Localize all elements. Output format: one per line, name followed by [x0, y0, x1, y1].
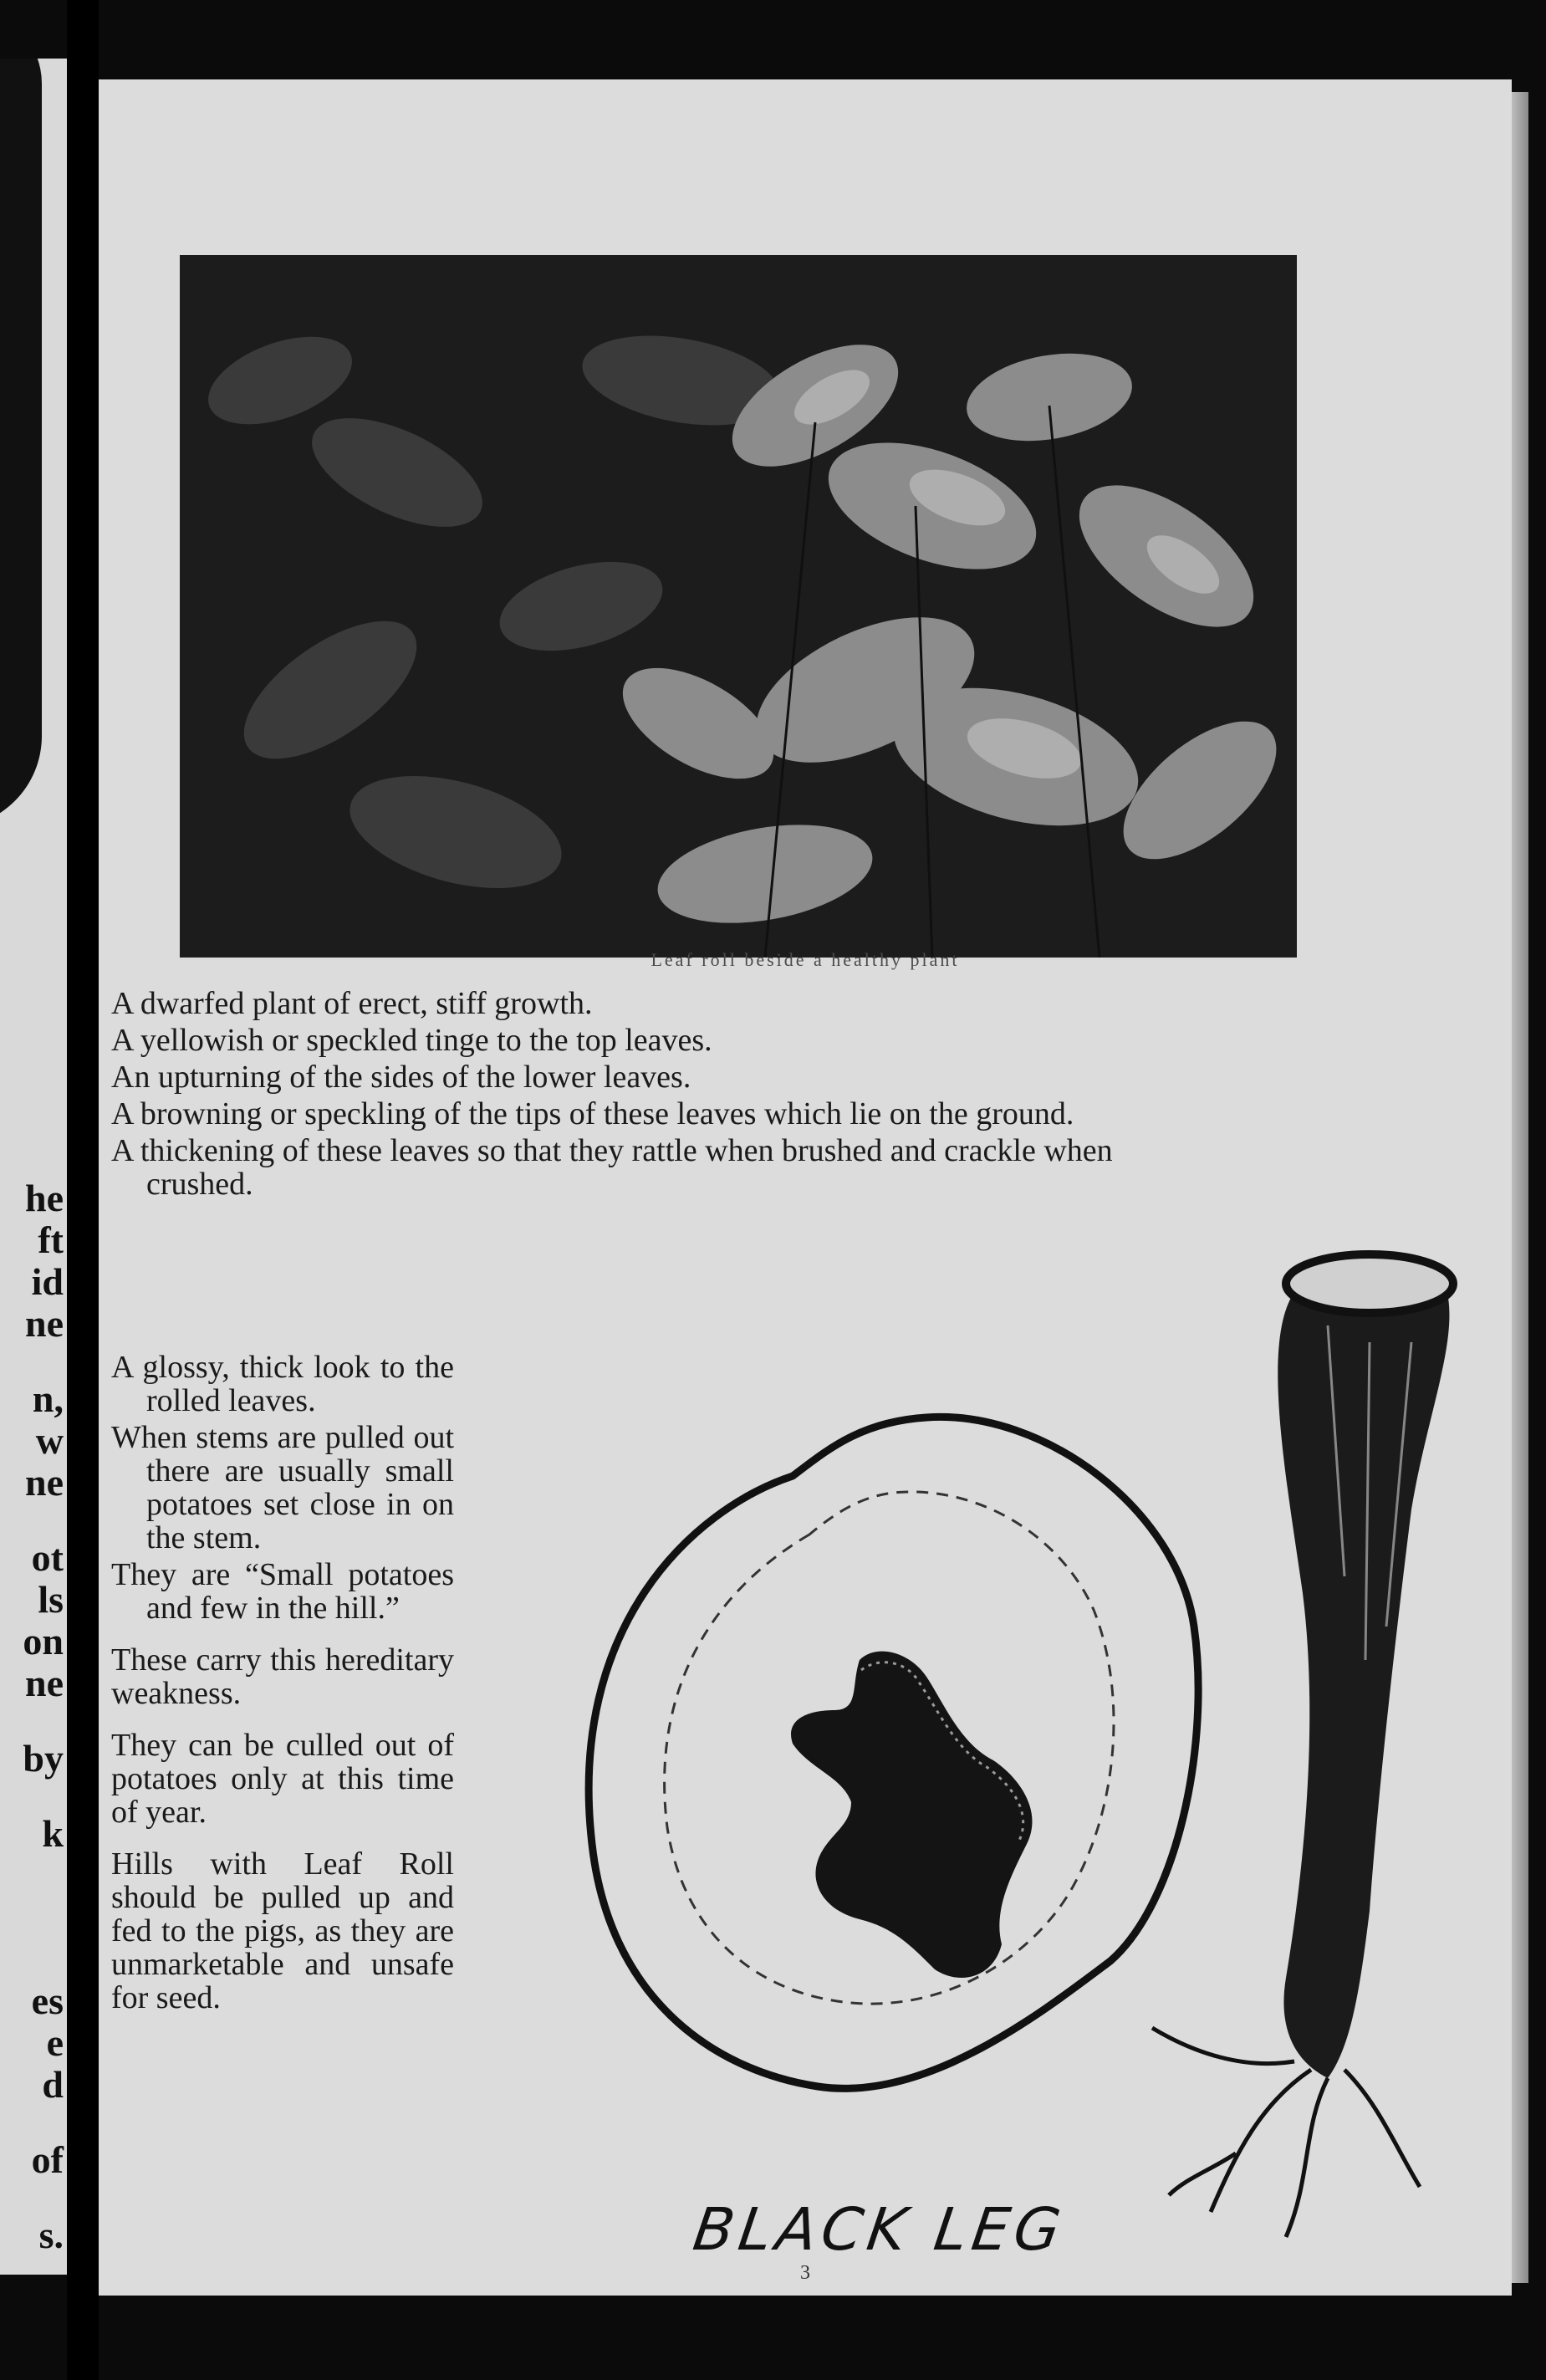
stem-top-opening — [1286, 1254, 1453, 1313]
previous-page-fragment: ne — [25, 1461, 64, 1504]
previous-page-fragment: n, — [32, 1377, 64, 1420]
leaf-roll-photo — [180, 255, 1297, 958]
page — [99, 79, 1512, 2296]
body-paragraph: They can be culled out of potatoes only at this time of year. — [111, 1728, 454, 1830]
body-paragraph: Hills with Leaf Roll should be pulled up and fed to the pigs, as they are unmarketable and unsafe for seed. — [111, 1846, 454, 2015]
previous-page-fragment: s. — [38, 2214, 64, 2256]
photo-caption: Leaf roll beside a healthy plant — [651, 949, 960, 970]
page-number: 3 — [800, 2262, 810, 2284]
symptom-item: A browning or speckling of the tips of these leaves which lie on the ground. — [111, 1096, 1074, 1131]
rot-region — [791, 1652, 1032, 1978]
black-leg-illustration — [458, 1158, 1520, 2287]
previous-page-fragment: k — [42, 1812, 64, 1855]
previous-page-fragment: w — [35, 1419, 64, 1462]
previous-page-fragment: he — [25, 1177, 64, 1219]
previous-page-fragment: d — [42, 2063, 64, 2106]
symptom-item: A yellowish or speckled tinge to the top leaves. — [111, 1023, 712, 1058]
previous-page-fragment: ne — [25, 1302, 64, 1345]
previous-page-fragment: ot — [31, 1536, 64, 1579]
stem — [1278, 1270, 1449, 2078]
body-paragraph: These carry this hereditary weakness. — [111, 1642, 454, 1711]
symptom-item: They are “Small potatoes and few in the hill.” — [111, 1557, 454, 1626]
previous-page-fragment: ne — [25, 1662, 64, 1704]
symptom-item: A thickening of these leaves so that they rattle when brushed and crackle when crushed. — [111, 1133, 1113, 1202]
symptom-item: A dwarfed plant of erect, stiff growth. — [111, 986, 593, 1021]
previous-page-fragment: es — [31, 1979, 64, 2022]
roots — [1152, 2028, 1420, 2237]
potato-cross-section-drawing — [458, 1158, 1520, 2287]
previous-page-dark-shape — [0, 59, 42, 828]
previous-page-fragment: ls — [38, 1578, 64, 1621]
previous-page-edge — [0, 59, 67, 2275]
binding-gutter — [67, 0, 99, 2380]
symptom-item: An upturning of the sides of the lower leaves. — [111, 1060, 691, 1095]
symptom-item: A glossy, thick look to the rolled leaves. — [111, 1350, 454, 1418]
symptom-item: When stems are pulled out there are usually small potatoes set close in on the stem. — [111, 1420, 454, 1555]
potato-plants-image — [180, 255, 1297, 958]
previous-page-fragment: of — [31, 2138, 64, 2181]
previous-page-fragment: by — [23, 1737, 64, 1780]
previous-page-fragment: ft — [38, 1218, 64, 1261]
previous-page-fragment: on — [23, 1620, 64, 1662]
black-leg-label: BLACK LEG — [689, 2195, 1070, 2264]
narrow-text-column — [111, 1351, 454, 2018]
previous-page-fragment: e — [46, 2021, 64, 2064]
previous-page-fragment: id — [31, 1260, 64, 1303]
